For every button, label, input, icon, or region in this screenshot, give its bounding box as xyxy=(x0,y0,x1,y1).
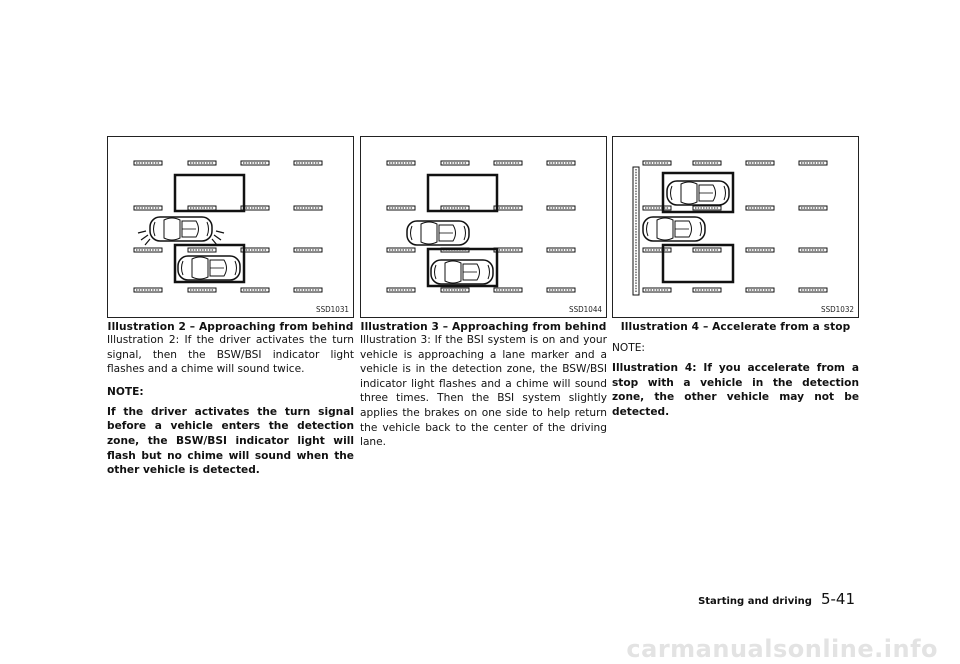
note-paragraph: Illustration 4: If you accelerate from a stop with a vehicle in the detection zone, the other vehicle may not be detected. xyxy=(612,362,859,418)
note-paragraph: If the driver activates the turn signal before a vehicle enters the detection zone, the BSW/BSI indicator light will flash but no chime will sound when the other vehicle is detected. xyxy=(107,405,354,477)
body-paragraph: Illustration 3: If the BSI system is on and your vehicle is approaching a lane marker and a vehicle is in the detection zone, the BSW/BSI indicator light flashes and a chime will sound three times. Then the BSI system slightly applies the brakes on one side to help return the vehicle back to the center of the driving lane. xyxy=(360,334,607,449)
note-label: NOTE: xyxy=(107,385,144,398)
figure-illustration-3 xyxy=(360,136,607,318)
column-illustration-4 xyxy=(612,136,859,419)
column-illustration-3 xyxy=(360,136,607,450)
figure-caption: Illustration 3 – Approaching from behind xyxy=(360,321,607,333)
page-number: 5-41 xyxy=(820,590,855,608)
figure-code: SSD1044 xyxy=(569,305,602,314)
figure-caption: Illustration 4 – Accelerate from a stop xyxy=(620,321,851,333)
column-illustration-2 xyxy=(107,136,354,478)
figure-caption: Illustration 2 – Approaching from behind xyxy=(107,321,354,333)
footer-section-title: Starting and driving xyxy=(698,596,812,607)
body-paragraph: Illustration 2: If the driver activates the turn signal, then the BSW/BSI indicator light flashes and a chime will sound twice. xyxy=(107,334,354,376)
lane-diagram-3 xyxy=(361,137,606,317)
figure-illustration-2 xyxy=(107,136,354,318)
figure-code: SSD1031 xyxy=(316,305,349,314)
lane-diagram-2 xyxy=(108,137,353,317)
page-footer xyxy=(698,590,855,608)
watermark: carmanualsonline.info xyxy=(626,635,938,663)
note-label: NOTE: xyxy=(612,342,645,354)
figure-code: SSD1032 xyxy=(821,305,854,314)
lane-diagram-4 xyxy=(613,137,858,317)
figure-illustration-4 xyxy=(612,136,859,318)
